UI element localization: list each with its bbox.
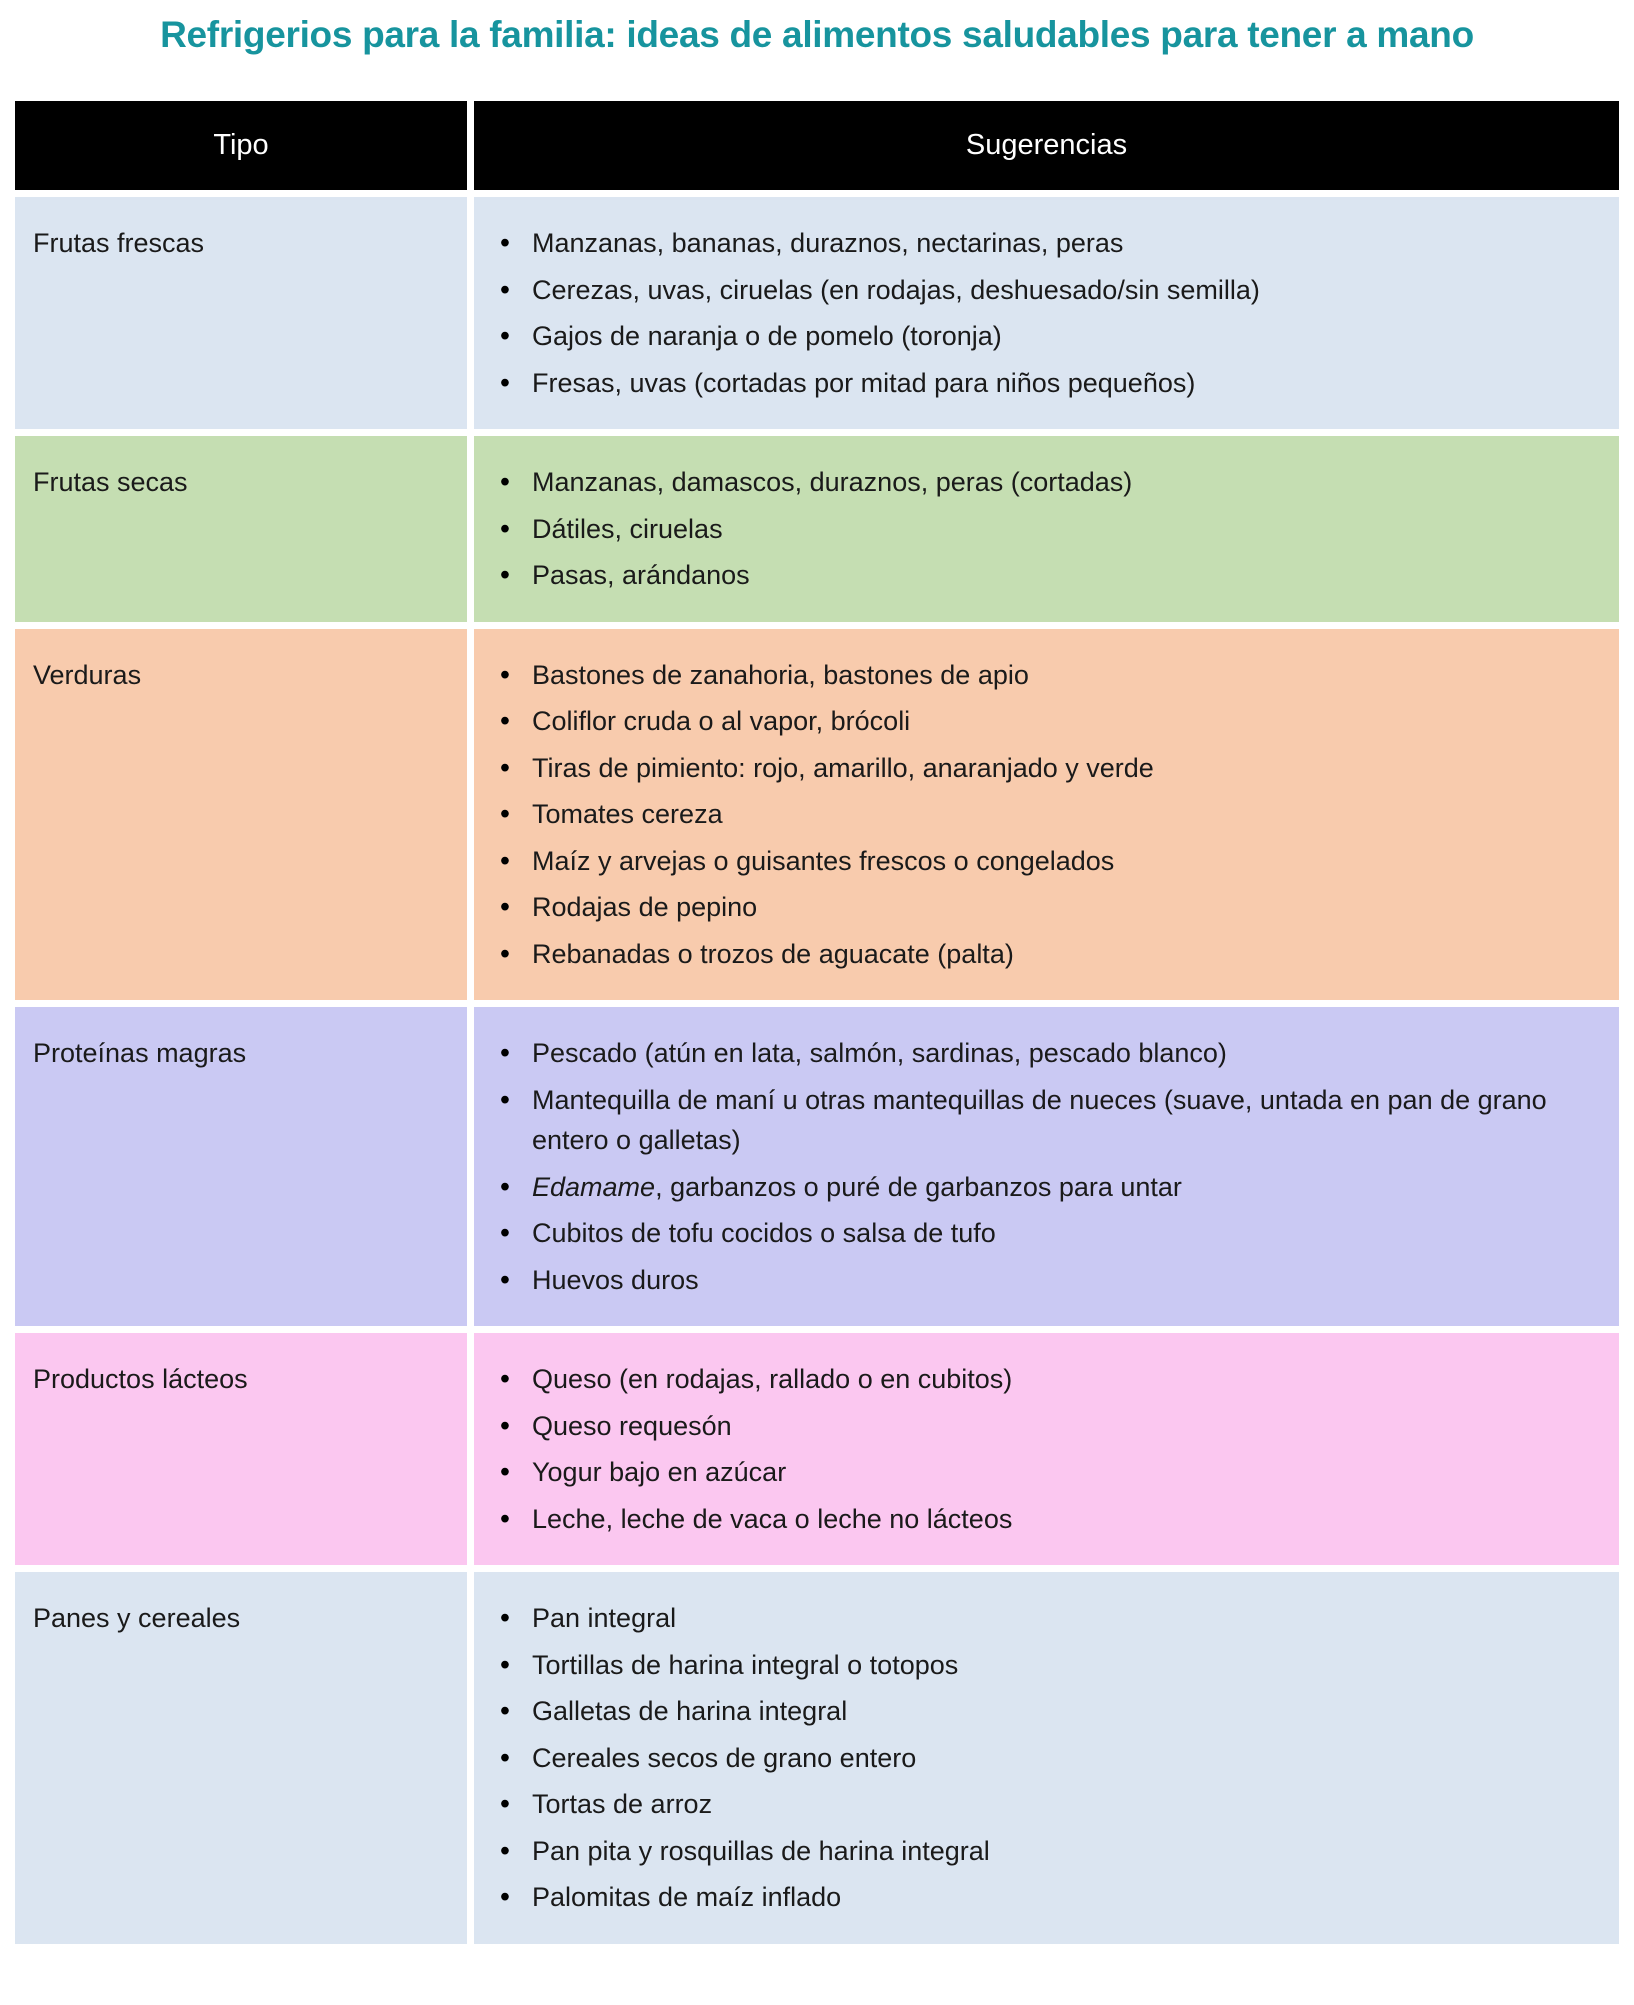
table-row	[15, 629, 1619, 1001]
table-body	[15, 197, 1619, 1944]
suggestion-list	[474, 1359, 1599, 1539]
suggestion-item: • Rodajas de pepino	[474, 887, 1599, 928]
suggestion-item-italic: Edamame	[532, 1171, 656, 1202]
table-row	[15, 197, 1619, 429]
suggestion-item: • Palomitas de maíz inflado	[474, 1877, 1599, 1918]
row-type-label: Productos lácteos	[15, 1333, 467, 1565]
column-header-tipo: Tipo	[15, 101, 467, 190]
suggestion-list	[474, 462, 1599, 596]
suggestion-item: • Tiras de pimiento: rojo, amarillo, anaranjado y verde	[474, 748, 1599, 789]
suggestion-item: • Queso requesón	[474, 1406, 1599, 1447]
suggestion-item: • Mantequilla de maní u otras mantequillas de nueces (suave, untada en pan de grano entero o galletas)	[474, 1080, 1599, 1161]
suggestion-item: • Cerezas, uvas, ciruelas (en rodajas, deshuesado/sin semilla)	[474, 270, 1599, 311]
suggestion-item: • Queso (en rodajas, rallado o en cubitos)	[474, 1359, 1599, 1400]
suggestion-item: • Cereales secos de grano entero	[474, 1738, 1599, 1779]
suggestion-item: • Manzanas, damascos, duraznos, peras (cortadas)	[474, 462, 1599, 503]
suggestion-item: • Bastones de zanahoria, bastones de apio	[474, 655, 1599, 696]
suggestion-item: • Pan pita y rosquillas de harina integral	[474, 1831, 1599, 1872]
table-row	[15, 1572, 1619, 1944]
suggestion-item: • Pan integral	[474, 1598, 1599, 1639]
row-suggestions	[474, 197, 1619, 429]
suggestion-item: • Cubitos de tofu cocidos o salsa de tufo	[474, 1213, 1599, 1254]
suggestion-item: • Tortas de arroz	[474, 1784, 1599, 1825]
row-suggestions	[474, 629, 1619, 1001]
suggestion-item: • Coliflor cruda o al vapor, brócoli	[474, 701, 1599, 742]
row-type-label: Frutas frescas	[15, 197, 467, 429]
suggestion-list	[474, 223, 1599, 403]
suggestion-item: • Huevos duros	[474, 1260, 1599, 1301]
suggestion-item: • Manzanas, bananas, duraznos, nectarinas, peras	[474, 223, 1599, 264]
suggestion-item: • Yogur bajo en azúcar	[474, 1452, 1599, 1493]
suggestion-item: • Tomates cereza	[474, 794, 1599, 835]
table-header-row	[15, 101, 1619, 190]
suggestion-item: • Galletas de harina integral	[474, 1691, 1599, 1732]
suggestion-item: • Tortillas de harina integral o totopos	[474, 1645, 1599, 1686]
row-type-label: Verduras	[15, 629, 467, 1001]
suggestion-item: • Pescado (atún en lata, salmón, sardinas, pescado blanco)	[474, 1033, 1599, 1074]
suggestion-item: • Pasas, arándanos	[474, 555, 1599, 596]
row-suggestions	[474, 1333, 1619, 1565]
snack-table	[8, 94, 1626, 1951]
column-header-sugerencias: Sugerencias	[474, 101, 1619, 190]
table-row	[15, 1007, 1619, 1326]
suggestion-item: • Fresas, uvas (cortadas por mitad para niños pequeños)	[474, 363, 1599, 404]
row-suggestions	[474, 1572, 1619, 1944]
row-suggestions	[474, 436, 1619, 622]
suggestion-item: • Rebanadas o trozos de aguacate (palta)	[474, 934, 1599, 975]
suggestion-item: • Maíz y arvejas o guisantes frescos o congelados	[474, 841, 1599, 882]
table-row	[15, 436, 1619, 622]
row-suggestions	[474, 1007, 1619, 1326]
table-row	[15, 1333, 1619, 1565]
row-type-label: Panes y cereales	[15, 1572, 467, 1944]
suggestion-item: • Dátiles, ciruelas	[474, 509, 1599, 550]
suggestion-item: • Edamame, garbanzos o puré de garbanzos para untar	[474, 1167, 1599, 1208]
suggestion-list	[474, 1598, 1599, 1918]
page-title: Refrigerios para la familia: ideas de alimentos saludables para tener a mano	[160, 14, 1474, 55]
suggestion-list	[474, 655, 1599, 975]
row-type-label: Frutas secas	[15, 436, 467, 622]
suggestion-list	[474, 1033, 1599, 1300]
suggestion-item: • Gajos de naranja o de pomelo (toronja)	[474, 316, 1599, 357]
suggestion-item: • Leche, leche de vaca o leche no lácteos	[474, 1499, 1599, 1540]
row-type-label: Proteínas magras	[15, 1007, 467, 1326]
